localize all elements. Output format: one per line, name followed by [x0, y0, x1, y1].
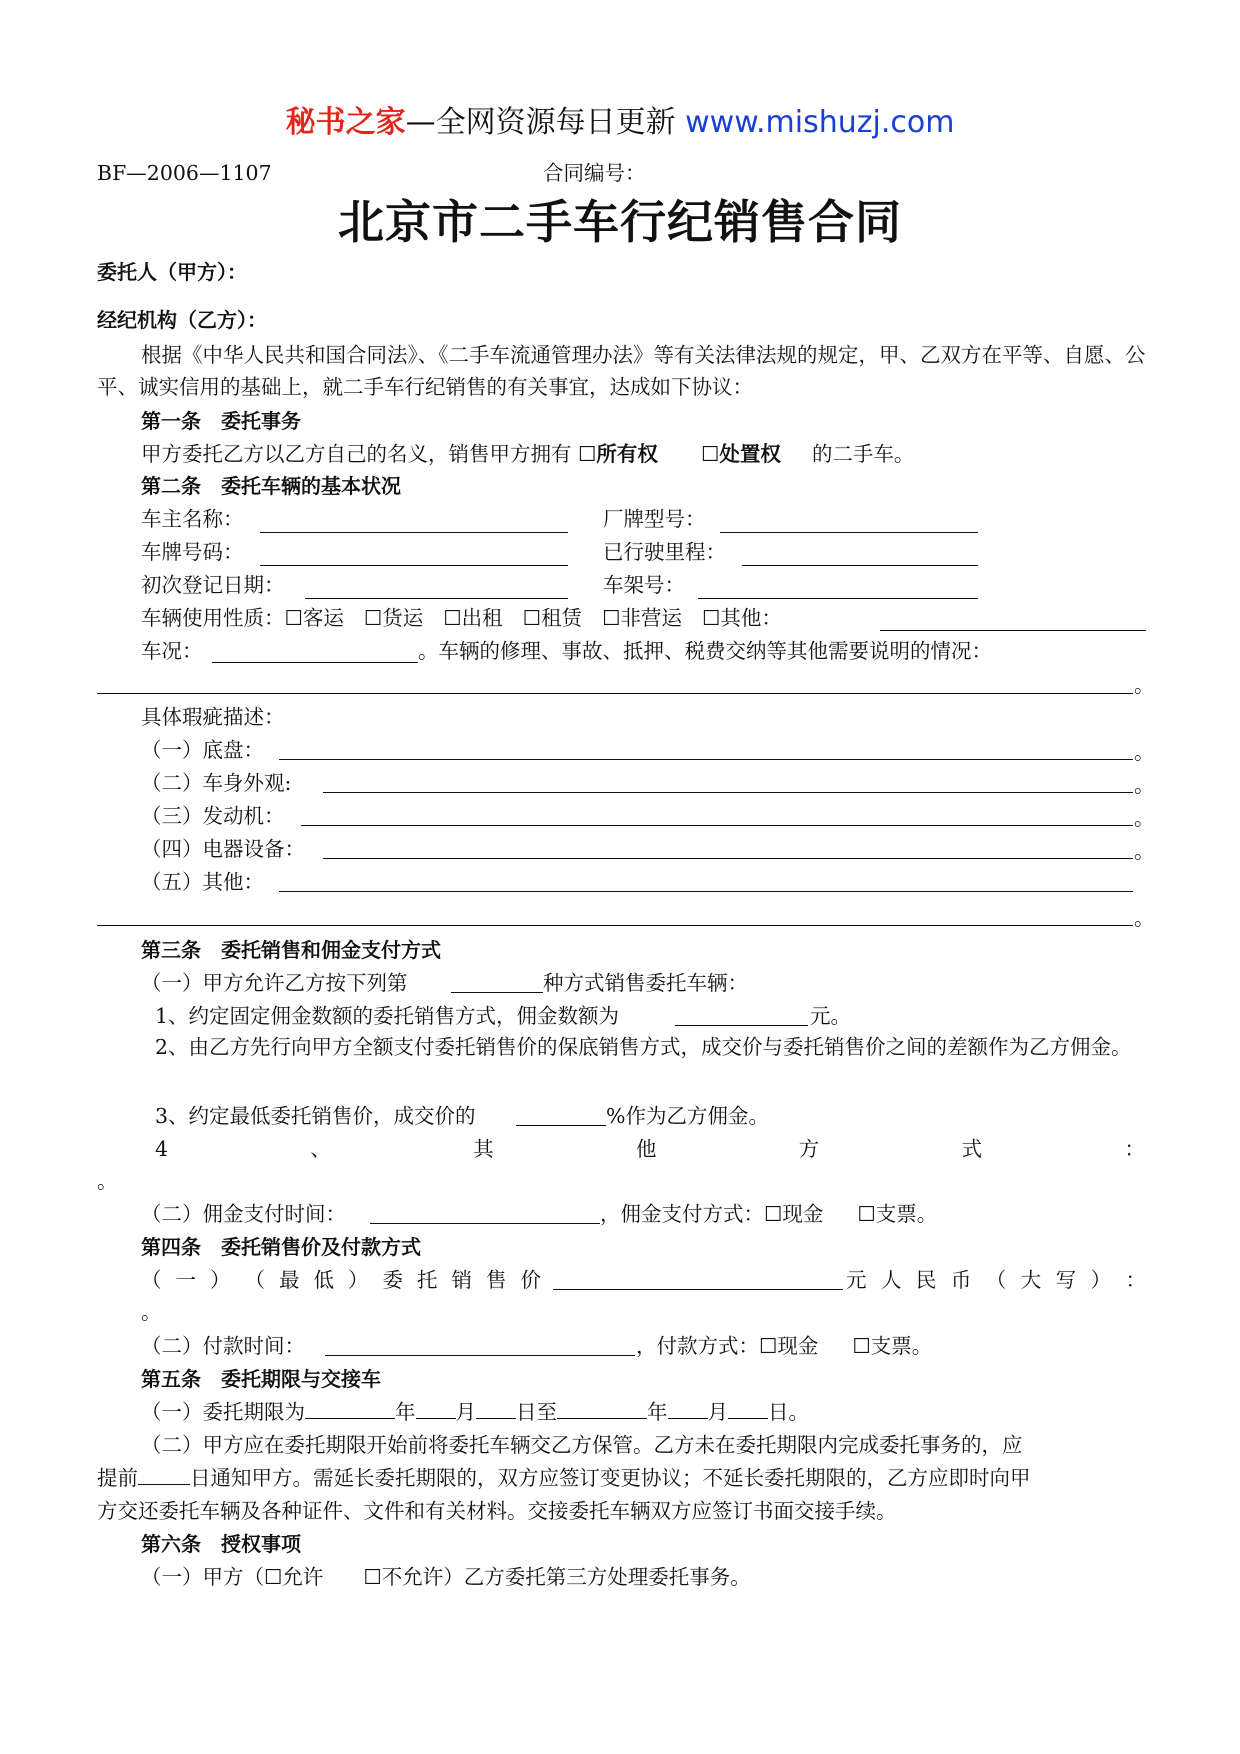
- owner-name-field[interactable]: [260, 532, 568, 533]
- payment-time-field[interactable]: [325, 1355, 635, 1356]
- first-registration-field[interactable]: [305, 598, 568, 599]
- min-price-end: 。: [141, 1300, 162, 1324]
- check-option: 支票。: [875, 1202, 938, 1226]
- usage-option-checkbox[interactable]: ☐: [701, 606, 721, 630]
- period-mark: 。: [1134, 673, 1155, 697]
- price-char: 一: [175, 1268, 196, 1292]
- plate-number-label: 车牌号码：: [141, 540, 244, 564]
- checkbox-ownership[interactable]: ☐: [578, 442, 597, 466]
- price-char: 托: [417, 1268, 438, 1292]
- price-tail-char: 民: [915, 1268, 937, 1292]
- allow-checkbox[interactable]: ☐: [264, 1565, 283, 1589]
- commission-percent-field[interactable]: [516, 1125, 606, 1126]
- entrust-period-row: [141, 1397, 809, 1427]
- notice-days-field[interactable]: [138, 1464, 190, 1485]
- allow-option: 允许: [282, 1565, 324, 1589]
- frame-number-field[interactable]: [698, 598, 978, 599]
- defect-other-field-2[interactable]: [97, 925, 1133, 926]
- article4-heading: 第四条 委托销售价及付款方式: [141, 1235, 421, 1259]
- period-text: 日至: [516, 1400, 557, 1424]
- first-registration-label: 初次登记日期：: [141, 573, 285, 597]
- commission-method-label: ，佣金支付方式：: [600, 1202, 764, 1226]
- contract-number-label: 合同编号：: [543, 161, 646, 185]
- defect-chassis-field[interactable]: [279, 759, 1133, 760]
- form-number: BF—2006—1107: [97, 161, 272, 185]
- article1-text-after: 的二手车。: [811, 442, 915, 466]
- usage-option: 非营运: [620, 606, 682, 630]
- usage-option: 货运: [382, 606, 424, 630]
- site-header: [0, 103, 1240, 143]
- method4-char: 他: [635, 1137, 657, 1161]
- usage-option: 其他：: [720, 606, 782, 630]
- defect-engine-label: （三）发动机：: [141, 804, 285, 828]
- price-tail-char: （: [985, 1268, 1007, 1292]
- start-day-field[interactable]: [476, 1398, 516, 1419]
- price-char: 低: [313, 1268, 334, 1292]
- price-char: ）: [210, 1268, 231, 1292]
- cash-option: 现金: [782, 1202, 824, 1226]
- defect-engine-field[interactable]: [301, 825, 1133, 826]
- start-year-field[interactable]: [305, 1398, 395, 1419]
- price-char: 销: [451, 1268, 472, 1292]
- period-text: 日。: [768, 1400, 809, 1424]
- usage-label: 车辆使用性质：: [141, 606, 285, 630]
- method4-char: 其: [473, 1137, 494, 1161]
- period-mark: 。: [1134, 740, 1155, 764]
- method1-text-b: 元。: [810, 1004, 851, 1028]
- period-mark: 。: [1134, 806, 1155, 830]
- owner-name-label: 车主名称：: [141, 507, 244, 531]
- min-price-label: [141, 1265, 541, 1295]
- handover-text: 提前: [97, 1466, 138, 1490]
- article3-line1b: 种方式销售委托车辆：: [543, 971, 748, 995]
- authorization-row: [141, 1562, 751, 1592]
- site-url[interactable]: www.mishuzj.com: [685, 105, 955, 140]
- usage-other-field[interactable]: [880, 630, 1146, 631]
- article3-heading: 第三条 委托销售和佣金支付方式: [141, 938, 441, 962]
- defects-label: 具体瑕疵描述：: [141, 705, 285, 729]
- article5-heading: 第五条 委托期限与交接车: [141, 1367, 381, 1391]
- payment-method-label: ，付款方式：: [636, 1334, 759, 1358]
- checkbox-disposal[interactable]: ☐: [700, 442, 720, 466]
- price-tail-char: 写: [1055, 1268, 1077, 1292]
- price-char: 最: [279, 1268, 300, 1292]
- brand-model-field[interactable]: [720, 532, 978, 533]
- period-text: （一）委托期限为: [141, 1400, 305, 1424]
- commission-method-row: [600, 1199, 937, 1229]
- authorization-text: （一）甲方（: [141, 1565, 264, 1589]
- method1-text-a: 1、约定固定佣金数额的委托销售方式，佣金数额为: [155, 1004, 620, 1028]
- usage-option-checkbox[interactable]: ☐: [363, 606, 383, 630]
- period-mark: 。: [1134, 839, 1155, 863]
- check-option: 支票。: [870, 1334, 933, 1358]
- start-month-field[interactable]: [416, 1398, 456, 1419]
- usage-option-checkbox[interactable]: ☐: [602, 606, 621, 630]
- defect-chassis-label: （一）底盘：: [141, 738, 264, 762]
- plate-number-field[interactable]: [260, 565, 568, 566]
- defect-electrical-label: （四）电器设备：: [141, 837, 305, 861]
- price-char: 价: [520, 1268, 541, 1292]
- handover-para-1: （二）甲方应在委托期限开始前将委托车辆交乙方保管。乙方未在委托期限内完成委托事务的，应: [141, 1433, 1023, 1457]
- end-day-field[interactable]: [728, 1398, 768, 1419]
- cash-checkbox[interactable]: ☐: [764, 1202, 783, 1226]
- article6-heading: 第六条 授权事项: [141, 1532, 301, 1556]
- payment-time-label: （二）付款时间：: [141, 1334, 305, 1358]
- condition-notes-field[interactable]: [97, 693, 1133, 694]
- method2-text: 2、由乙方先行向甲方全额支付委托销售价的保底销售方式，成交价与委托销售价之间的差额作为乙方佣金。: [155, 1035, 1132, 1059]
- usage-row: [141, 603, 782, 633]
- option-disposal: 处置权: [719, 442, 781, 466]
- authorization-text: ）乙方委托第三方处理委托事务。: [443, 1565, 751, 1589]
- condition-label: 车况：: [141, 639, 203, 663]
- frame-number-label: 车架号：: [603, 573, 685, 597]
- cash-option: 现金: [777, 1334, 819, 1358]
- method3-text-b: %作为乙方佣金。: [606, 1104, 769, 1128]
- period-mark: 。: [1134, 773, 1155, 797]
- method4-end: 。: [97, 1169, 118, 1193]
- price-char: ）: [348, 1268, 369, 1292]
- defect-body-field[interactable]: [323, 792, 1133, 793]
- price-char: 委: [382, 1268, 403, 1292]
- mileage-field[interactable]: [742, 565, 978, 566]
- commission-amount-field[interactable]: [675, 1025, 808, 1026]
- price-char: （: [244, 1268, 265, 1292]
- defect-body-label: （二）车身外观:: [141, 771, 292, 795]
- check-checkbox[interactable]: ☐: [857, 1202, 876, 1226]
- method4-char: 4: [155, 1137, 169, 1161]
- method-number-field[interactable]: [451, 992, 543, 993]
- preamble: 根据《中华人民共和国合同法》、《二手车流通管理办法》等有关法律法规的规定，甲、乙双方在平等、自愿、公平、诚实信用的基础上，就二手车行纪销售的有关事宜，达成如下协议：: [97, 343, 1146, 399]
- handover-text: 日通知甲方。需延长委托期限的，双方应签订变更协议；不延长委托期限的，乙方应即时向甲: [190, 1466, 1031, 1490]
- disallow-option: 不允许: [381, 1565, 444, 1589]
- article1-text-before: 甲方委托乙方以乙方自己的名义，销售甲方拥有: [141, 442, 572, 466]
- price-tail-char: ：: [1125, 1268, 1146, 1292]
- site-brand: 秘书之家: [285, 105, 406, 140]
- article1-text: [141, 439, 914, 469]
- condition-note: 。车辆的修理、事故、抵押、税费交纳等其他需要说明的情况：: [418, 639, 992, 663]
- site-tagline: —全网资源每日更新: [405, 105, 676, 140]
- method4-char: 式: [961, 1137, 983, 1161]
- end-month-field[interactable]: [668, 1398, 708, 1419]
- min-price-field[interactable]: [553, 1289, 843, 1290]
- usage-option: 出租: [461, 606, 503, 630]
- price-tail-char: ）: [1090, 1268, 1112, 1292]
- commission-time-field[interactable]: [370, 1223, 600, 1224]
- principal-label: 委托人（甲方）：: [97, 260, 247, 284]
- min-price-tail: [846, 1265, 1146, 1295]
- method4-char: 、: [310, 1137, 331, 1161]
- price-tail-char: 人: [880, 1268, 902, 1292]
- article2-heading: 第二条 委托车辆的基本状况: [141, 474, 401, 498]
- method3-text-a: 3、约定最低委托销售价，成交价的: [155, 1104, 476, 1128]
- end-year-field[interactable]: [557, 1398, 647, 1419]
- price-tail-char: 元: [846, 1268, 867, 1292]
- price-tail-char: 大: [1020, 1268, 1042, 1292]
- price-char: （: [141, 1268, 162, 1292]
- cash-checkbox[interactable]: ☐: [759, 1334, 778, 1358]
- mileage-label: 已行驶里程：: [603, 540, 726, 564]
- usage-option-checkbox[interactable]: ☐: [443, 606, 462, 630]
- period-mark: 。: [1134, 906, 1155, 930]
- check-checkbox[interactable]: ☐: [852, 1334, 871, 1358]
- article1-heading: 第一条 委托事务: [141, 409, 301, 433]
- condition-field[interactable]: [212, 662, 418, 663]
- usage-option-checkbox[interactable]: ☐: [522, 606, 542, 630]
- brand-model-label: 厂牌型号：: [603, 507, 706, 531]
- usage-option: 客运: [302, 606, 344, 630]
- period-text: 月: [707, 1400, 728, 1424]
- method4-char: 方: [798, 1137, 820, 1161]
- defect-other-field[interactable]: [279, 891, 1133, 892]
- period-text: 月: [455, 1400, 476, 1424]
- usage-option-checkbox[interactable]: ☐: [284, 606, 303, 630]
- disallow-checkbox[interactable]: ☐: [363, 1565, 382, 1589]
- payment-method-row: [636, 1331, 932, 1361]
- method4-row: [155, 1134, 1145, 1164]
- defect-other-label: （五）其他：: [141, 870, 264, 894]
- defect-electrical-field[interactable]: [323, 858, 1133, 859]
- usage-option: 租赁: [541, 606, 583, 630]
- option-ownership: 所有权: [596, 442, 658, 466]
- commission-time-label: （二）佣金支付时间：: [141, 1202, 346, 1226]
- price-tail-char: 币: [950, 1268, 972, 1292]
- article3-line1a: （一）甲方允许乙方按下列第: [141, 971, 408, 995]
- period-text: 年: [647, 1400, 668, 1424]
- handover-para-3: 方交还委托车辆及各种证件、文件和有关材料。交接委托车辆双方应签订书面交接手续。: [97, 1499, 897, 1523]
- agency-label: 经纪机构（乙方）：: [97, 308, 267, 332]
- price-char: 售: [486, 1268, 507, 1292]
- period-text: 年: [395, 1400, 416, 1424]
- page-title: 北京市二手车行纪销售合同: [338, 195, 902, 249]
- method4-char: ：: [1124, 1137, 1145, 1161]
- handover-para-2: [97, 1463, 1031, 1493]
